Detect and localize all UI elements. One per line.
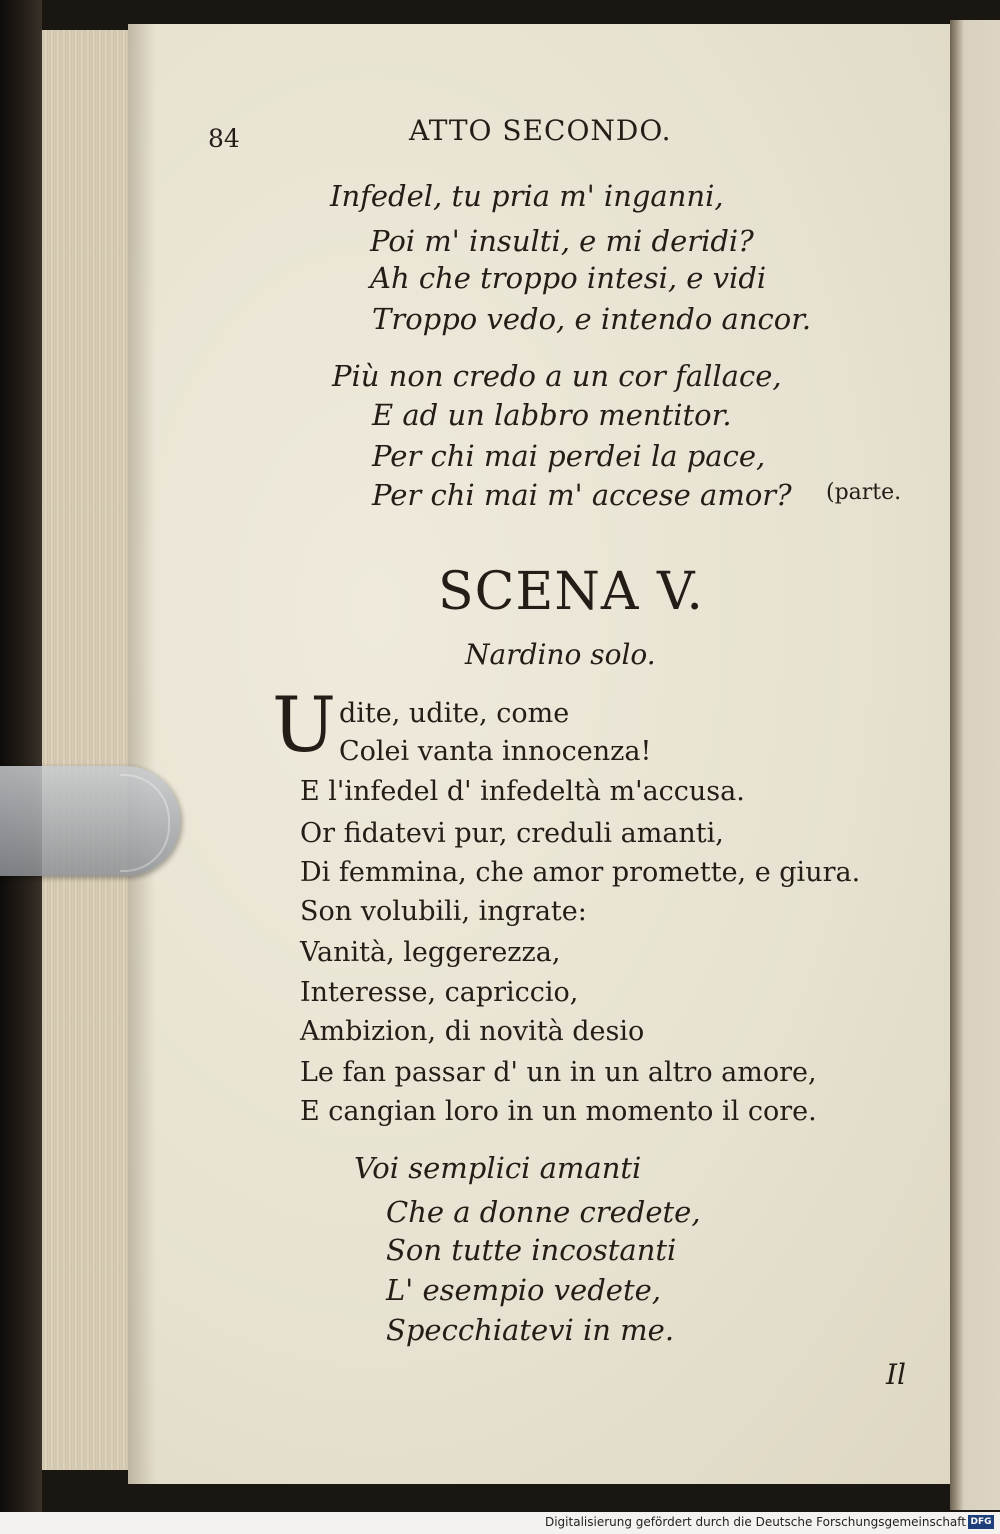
dfg-logo-icon: DFG (968, 1515, 994, 1529)
drop-cap: U (272, 680, 337, 769)
prose-line: Interesse, capriccio, (300, 977, 579, 1008)
prose-line: Vanità, leggerezza, (300, 937, 561, 968)
verse-line: Infedel, tu pria m' inganni, (330, 179, 724, 213)
stage-direction: (parte. (826, 480, 902, 505)
running-title: ATTO SECONDO. (409, 114, 672, 147)
prose-line: E cangian loro in un momento il core. (300, 1096, 817, 1127)
prose-line: Colei vanta innocenza! (339, 736, 652, 767)
verse-line: Son tutte incostanti (386, 1233, 677, 1267)
facing-page-edge (950, 20, 1000, 1510)
verse-line: Ah che troppo intesi, e vidi (370, 261, 767, 295)
verse-line: Specchiatevi in me. (386, 1313, 675, 1347)
prose-line: Le fan passar d' un in un altro amore, (300, 1057, 817, 1088)
prose-line: E l'infedel d' infedeltà m'accusa. (300, 776, 745, 807)
gutter-shadow (128, 24, 156, 1484)
book-clamp-tab (0, 766, 180, 876)
prose-line: dite, udite, come (339, 698, 570, 729)
verse-line: Per chi mai m' accese amor? (372, 478, 792, 512)
verse-line: L' esempio vedete, (386, 1273, 661, 1307)
verse-line: Più non credo a un cor fallace, (332, 359, 782, 393)
scene-heading: SCENA V. (438, 562, 704, 622)
verse-line: Voi semplici amanti (354, 1151, 642, 1185)
page-number: 84 (208, 124, 240, 153)
page-stack-edge (42, 30, 131, 1470)
catchword: Il (886, 1358, 907, 1391)
digitization-footer (0, 1512, 1000, 1534)
verse-line: Che a donne credete, (386, 1195, 701, 1229)
verse-line: E ad un labbro mentitor. (372, 398, 732, 432)
verse-line: Poi m' insulti, e mi deridi? (370, 224, 754, 258)
prose-line: Son volubili, ingrate: (300, 896, 587, 927)
verse-line: Per chi mai perdei la pace, (372, 439, 766, 473)
funding-credit: Digitalisierung gefördert durch die Deutsche Forschungsgemeinschaft (544, 1515, 966, 1529)
prose-line: Ambizion, di novità desio (300, 1016, 645, 1047)
verse-line: Troppo vedo, e intendo ancor. (372, 302, 812, 336)
prose-line: Or fidatevi pur, creduli amanti, (300, 818, 724, 849)
prose-line: Di femmina, che amor promette, e giura. (300, 857, 861, 888)
character-name: Nardino solo. (465, 638, 656, 671)
